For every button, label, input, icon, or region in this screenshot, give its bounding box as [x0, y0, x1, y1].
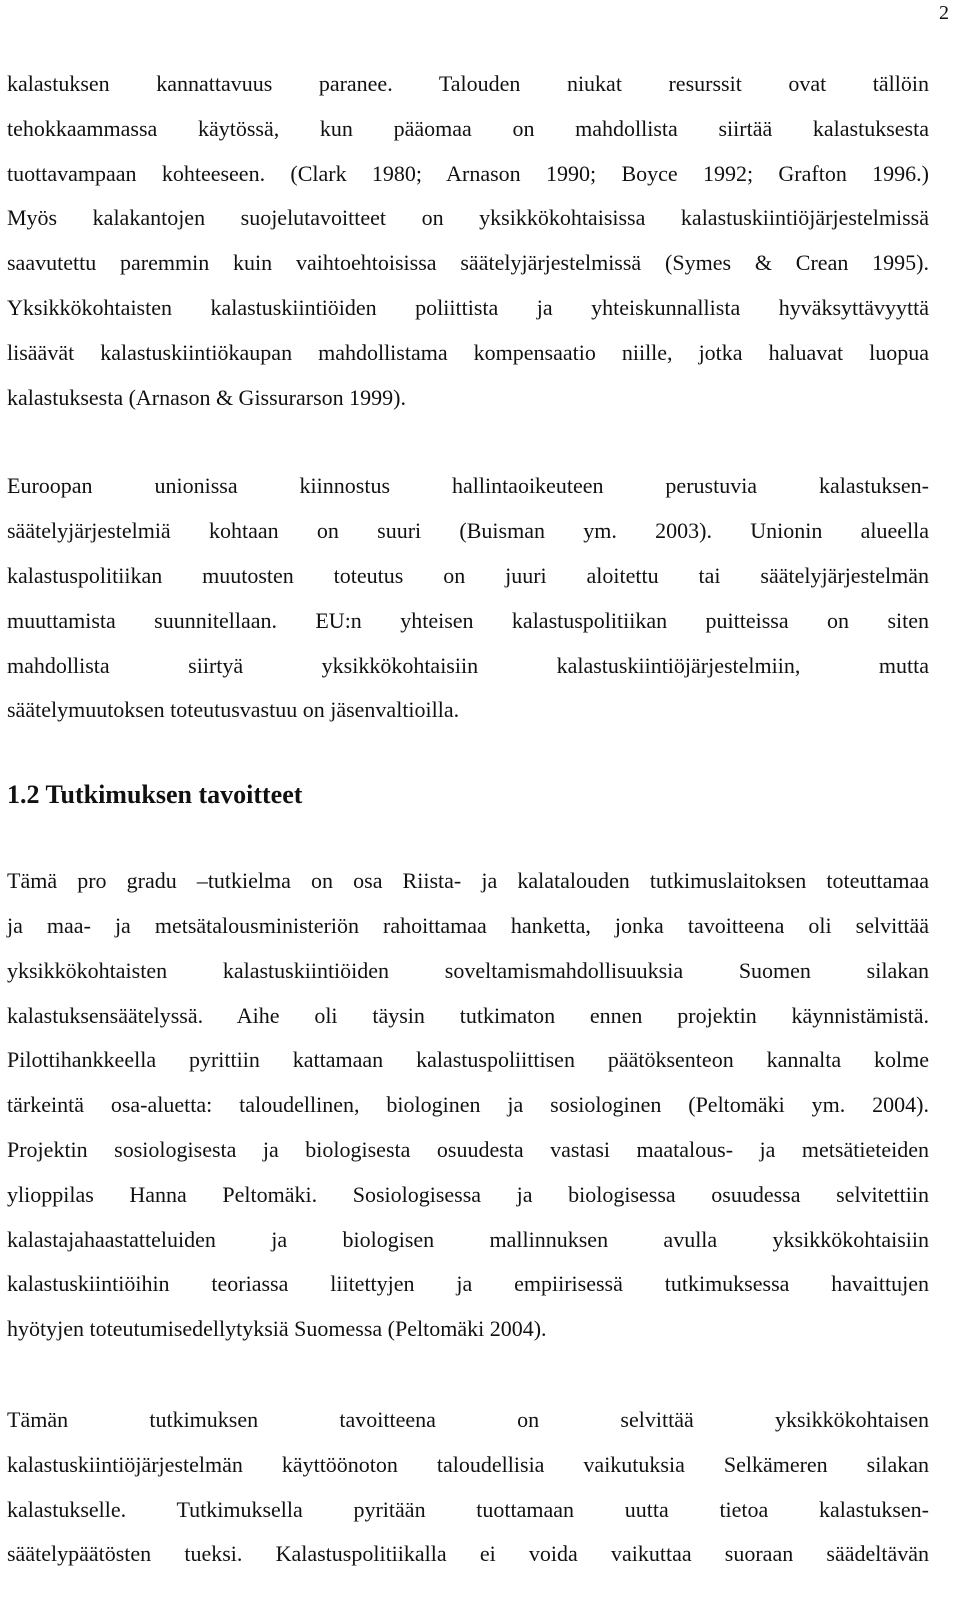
text-line: tuottavampaan kohteeseen. (Clark 1980; Arnason 1990; Boyce 1992; Grafton 1996.) — [7, 160, 929, 186]
text-line: kalastuspolitiikan muutosten toteutus on juuri aloitettu tai säätelyjärjestelmän — [7, 562, 929, 588]
text-line: kalastuksensäätelyssä. Aihe oli täysin tutkimaton ennen projektin käynnistämistä. — [7, 1002, 929, 1028]
paragraph-4 — [7, 1398, 929, 1577]
text-line: kalastuksen kannattavuus paranee. Talouden niukat resurssit ovat tällöin — [7, 71, 929, 96]
paragraph-gap — [7, 733, 929, 773]
text-line: ylioppilas Hanna Peltomäki. Sosiologisessa ja biologisessa osuudessa selvitettiin — [7, 1181, 929, 1207]
text-line: kalastuksesta (Arnason & Gissurarson 1999). — [7, 384, 406, 410]
text-line: kalastuskiintiöjärjestelmän käyttöönoton taloudellisia vaikutuksia Selkämeren silakan — [7, 1451, 929, 1477]
paragraph-gap — [7, 1352, 929, 1398]
text-line: Tämä pro gradu –tutkielma on osa Riista- ja kalatalouden tutkimuslaitoksen toteuttamaa — [7, 868, 929, 894]
text-line: saavutettu paremmin kuin vaihtoehtoisissa säätelyjärjestelmissä (Symes & Crean 1995). — [7, 250, 929, 276]
paragraph-gap — [7, 817, 929, 859]
text-line: Projektin sosiologisesta ja biologisesta osuudesta vastasi maatalous- ja metsätieteiden — [7, 1136, 929, 1162]
page-number: 2 — [939, 2, 949, 24]
text-line: lisäävät kalastuskiintiökaupan mahdollistama kompensaatio niille, jotka haluavat luopua — [7, 339, 929, 365]
text-line: Pilottihankkeella pyrittiin kattamaan kalastuspoliittisen päätöksenteon kannalta kolme — [7, 1047, 929, 1073]
paragraph-3 — [7, 859, 929, 1352]
text-line: yksikkökohtaisten kalastuskiintiöiden soveltamismahdollisuuksia Suomen silakan — [7, 957, 929, 983]
text-line: kalastukselle. Tutkimuksella pyritään tuottamaan uutta tietoa kalastuksen- — [7, 1496, 929, 1522]
paragraph-1 — [7, 62, 929, 420]
text-line: tehokkaammassa käytössä, kun pääomaa on mahdollista siirtää kalastuksesta — [7, 115, 929, 141]
text-line: säätelymuutoksen toteutusvastuu on jäsenvaltioilla. — [7, 697, 460, 723]
text-line: Tämän tutkimuksen tavoitteena on selvittää yksikkökohtaisen — [7, 1406, 929, 1432]
paragraph-2 — [7, 464, 929, 733]
paragraph-gap — [7, 420, 929, 464]
text-line: kalastuskiintiöihin teoriassa liitettyjen ja empiirisessä tutkimuksessa havaittujen — [7, 1271, 929, 1297]
text-line: Yksikkökohtaisten kalastuskiintiöiden poliittista ja yhteiskunnallista hyväksyttävyyttä — [7, 294, 929, 320]
section-heading: 1.2 Tutkimuksen tavoitteet — [7, 780, 303, 810]
text-line: Euroopan unionissa kiinnostus hallintaoikeuteen perustuvia kalastuksen- — [7, 473, 929, 499]
text-line: muuttamista suunnitellaan. EU:n yhteisen kalastuspolitiikan puitteissa on siten — [7, 607, 929, 633]
text-line: säätelypäätösten tueksi. Kalastuspolitiikalla ei voida vaikuttaa suoraan säädeltävän — [7, 1541, 929, 1567]
text-line: ja maa- ja metsätalousministeriön rahoittamaa hanketta, jonka tavoitteena oli selvittää — [7, 912, 929, 938]
text-line: mahdollista siirtyä yksikkökohtaisiin kalastuskiintiöjärjestelmiin, mutta — [7, 652, 929, 678]
text-line: kalastajahaastatteluiden ja biologisen mallinnuksen avulla yksikkökohtaisiin — [7, 1226, 929, 1252]
text-line: hyötyjen toteutumisedellytyksiä Suomessa (Peltomäki 2004). — [7, 1316, 547, 1342]
text-line: säätelyjärjestelmiä kohtaan on suuri (Buisman ym. 2003). Unionin alueella — [7, 518, 929, 544]
text-line: Myös kalakantojen suojelutavoitteet on yksikkökohtaisissa kalastuskiintiöjärjestelmissä — [7, 205, 929, 231]
text-line: tärkeintä osa-aluetta: taloudellinen, biologinen ja sosiologinen (Peltomäki ym. 2004). — [7, 1092, 929, 1118]
document-body — [7, 62, 929, 1577]
